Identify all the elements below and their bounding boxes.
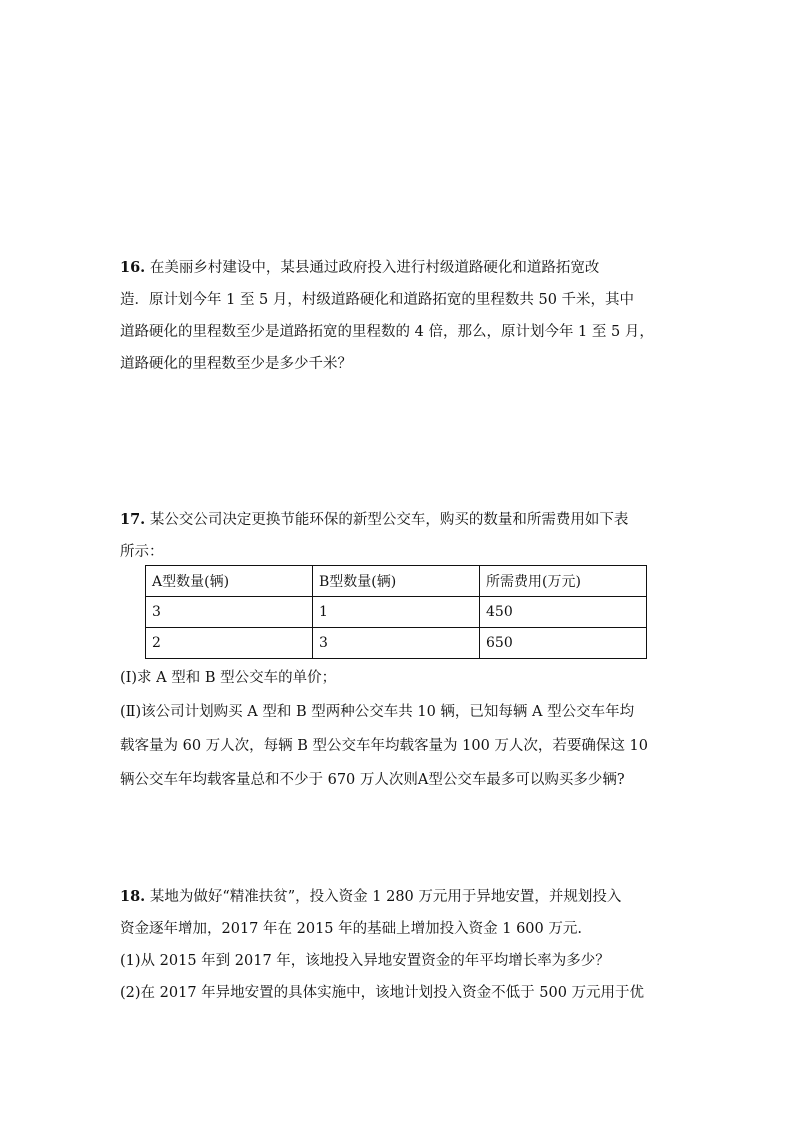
table-cell: 650 (480, 628, 647, 659)
question-18-line-2: 资金逐年增加，2017 年在 2015 年的基础上增加投入资金 1 600 万元. (120, 921, 582, 937)
question-17-parts (120, 668, 680, 804)
question-17-line-2: 所示： (120, 544, 164, 560)
question-16-line-3: 道路硬化的里程数至少是道路拓宽的里程数的 4 倍，那么，原计划今年 1 至 5 月， (120, 324, 654, 340)
question-18-number: 18. (120, 888, 146, 905)
question-16-text: 在美丽乡村建设中，某县通过政府投入进行村级道路硬化和道路拓宽改 (145, 260, 600, 276)
question-18-line-4: (2)在 2017 年异地安置的具体实施中，该地计划投入资金不低于 500 万元用于优 (120, 985, 645, 1001)
question-17-part-2-line-1: (Ⅱ)该公司计划购买 A 型和 B 型两种公交车共 10 辆，已知每辆 A 型公交车年均 (120, 704, 635, 720)
question-17-line-1 (120, 510, 680, 530)
table-header-cell: B型数量(辆) (313, 566, 480, 597)
bus-cost-table (145, 565, 647, 659)
table-row (146, 597, 647, 628)
question-18-text: 某地为做好“精准扶贫”，投入资金 1 280 万元用于异地安置，并规划投入 (145, 889, 622, 905)
question-17-part-2-line-2: 载客量为 60 万人次，每辆 B 型公交车年均载客量为 100 万人次，若要确保这 10 (120, 738, 648, 754)
question-16 (120, 258, 680, 386)
table-cell: 3 (313, 628, 480, 659)
question-17-part-2-line-3: 辆公交车年均载客量总和不少于 670 万人次则A型公交车最多可以购买多少辆? (120, 772, 625, 788)
table-header-row (146, 566, 647, 597)
question-17-number: 17. (120, 511, 146, 528)
question-16-line-2: 造．原计划今年 1 至 5 月，村级道路硬化和道路拓宽的里程数共 50 千米，其中 (120, 292, 635, 308)
question-16-line-1 (120, 258, 680, 278)
table-cell: 450 (480, 597, 647, 628)
question-17-text: 某公交公司决定更换节能环保的新型公交车，购买的数量和所需费用如下表 (145, 512, 629, 528)
table-header-cell: A型数量(辆) (146, 566, 313, 597)
question-17-part-1: (Ⅰ)求 A 型和 B 型公交车的单价； (120, 670, 337, 686)
table-cell: 3 (146, 597, 313, 628)
question-16-number: 16. (120, 259, 146, 276)
question-18-line-3: (1)从 2015 年到 2017 年，该地投入异地安置资金的年平均增长率为多少？ (120, 953, 610, 969)
bus-cost-table-wrapper (145, 565, 647, 659)
table-cell: 2 (146, 628, 313, 659)
question-18-line-1 (120, 887, 680, 907)
question-16-line-4: 道路硬化的里程数至少是多少千米？ (120, 356, 352, 372)
table-cell: 1 (313, 597, 480, 628)
table-header-cell: 所需费用(万元) (480, 566, 647, 597)
question-18 (120, 887, 680, 1015)
table-row (146, 628, 647, 659)
